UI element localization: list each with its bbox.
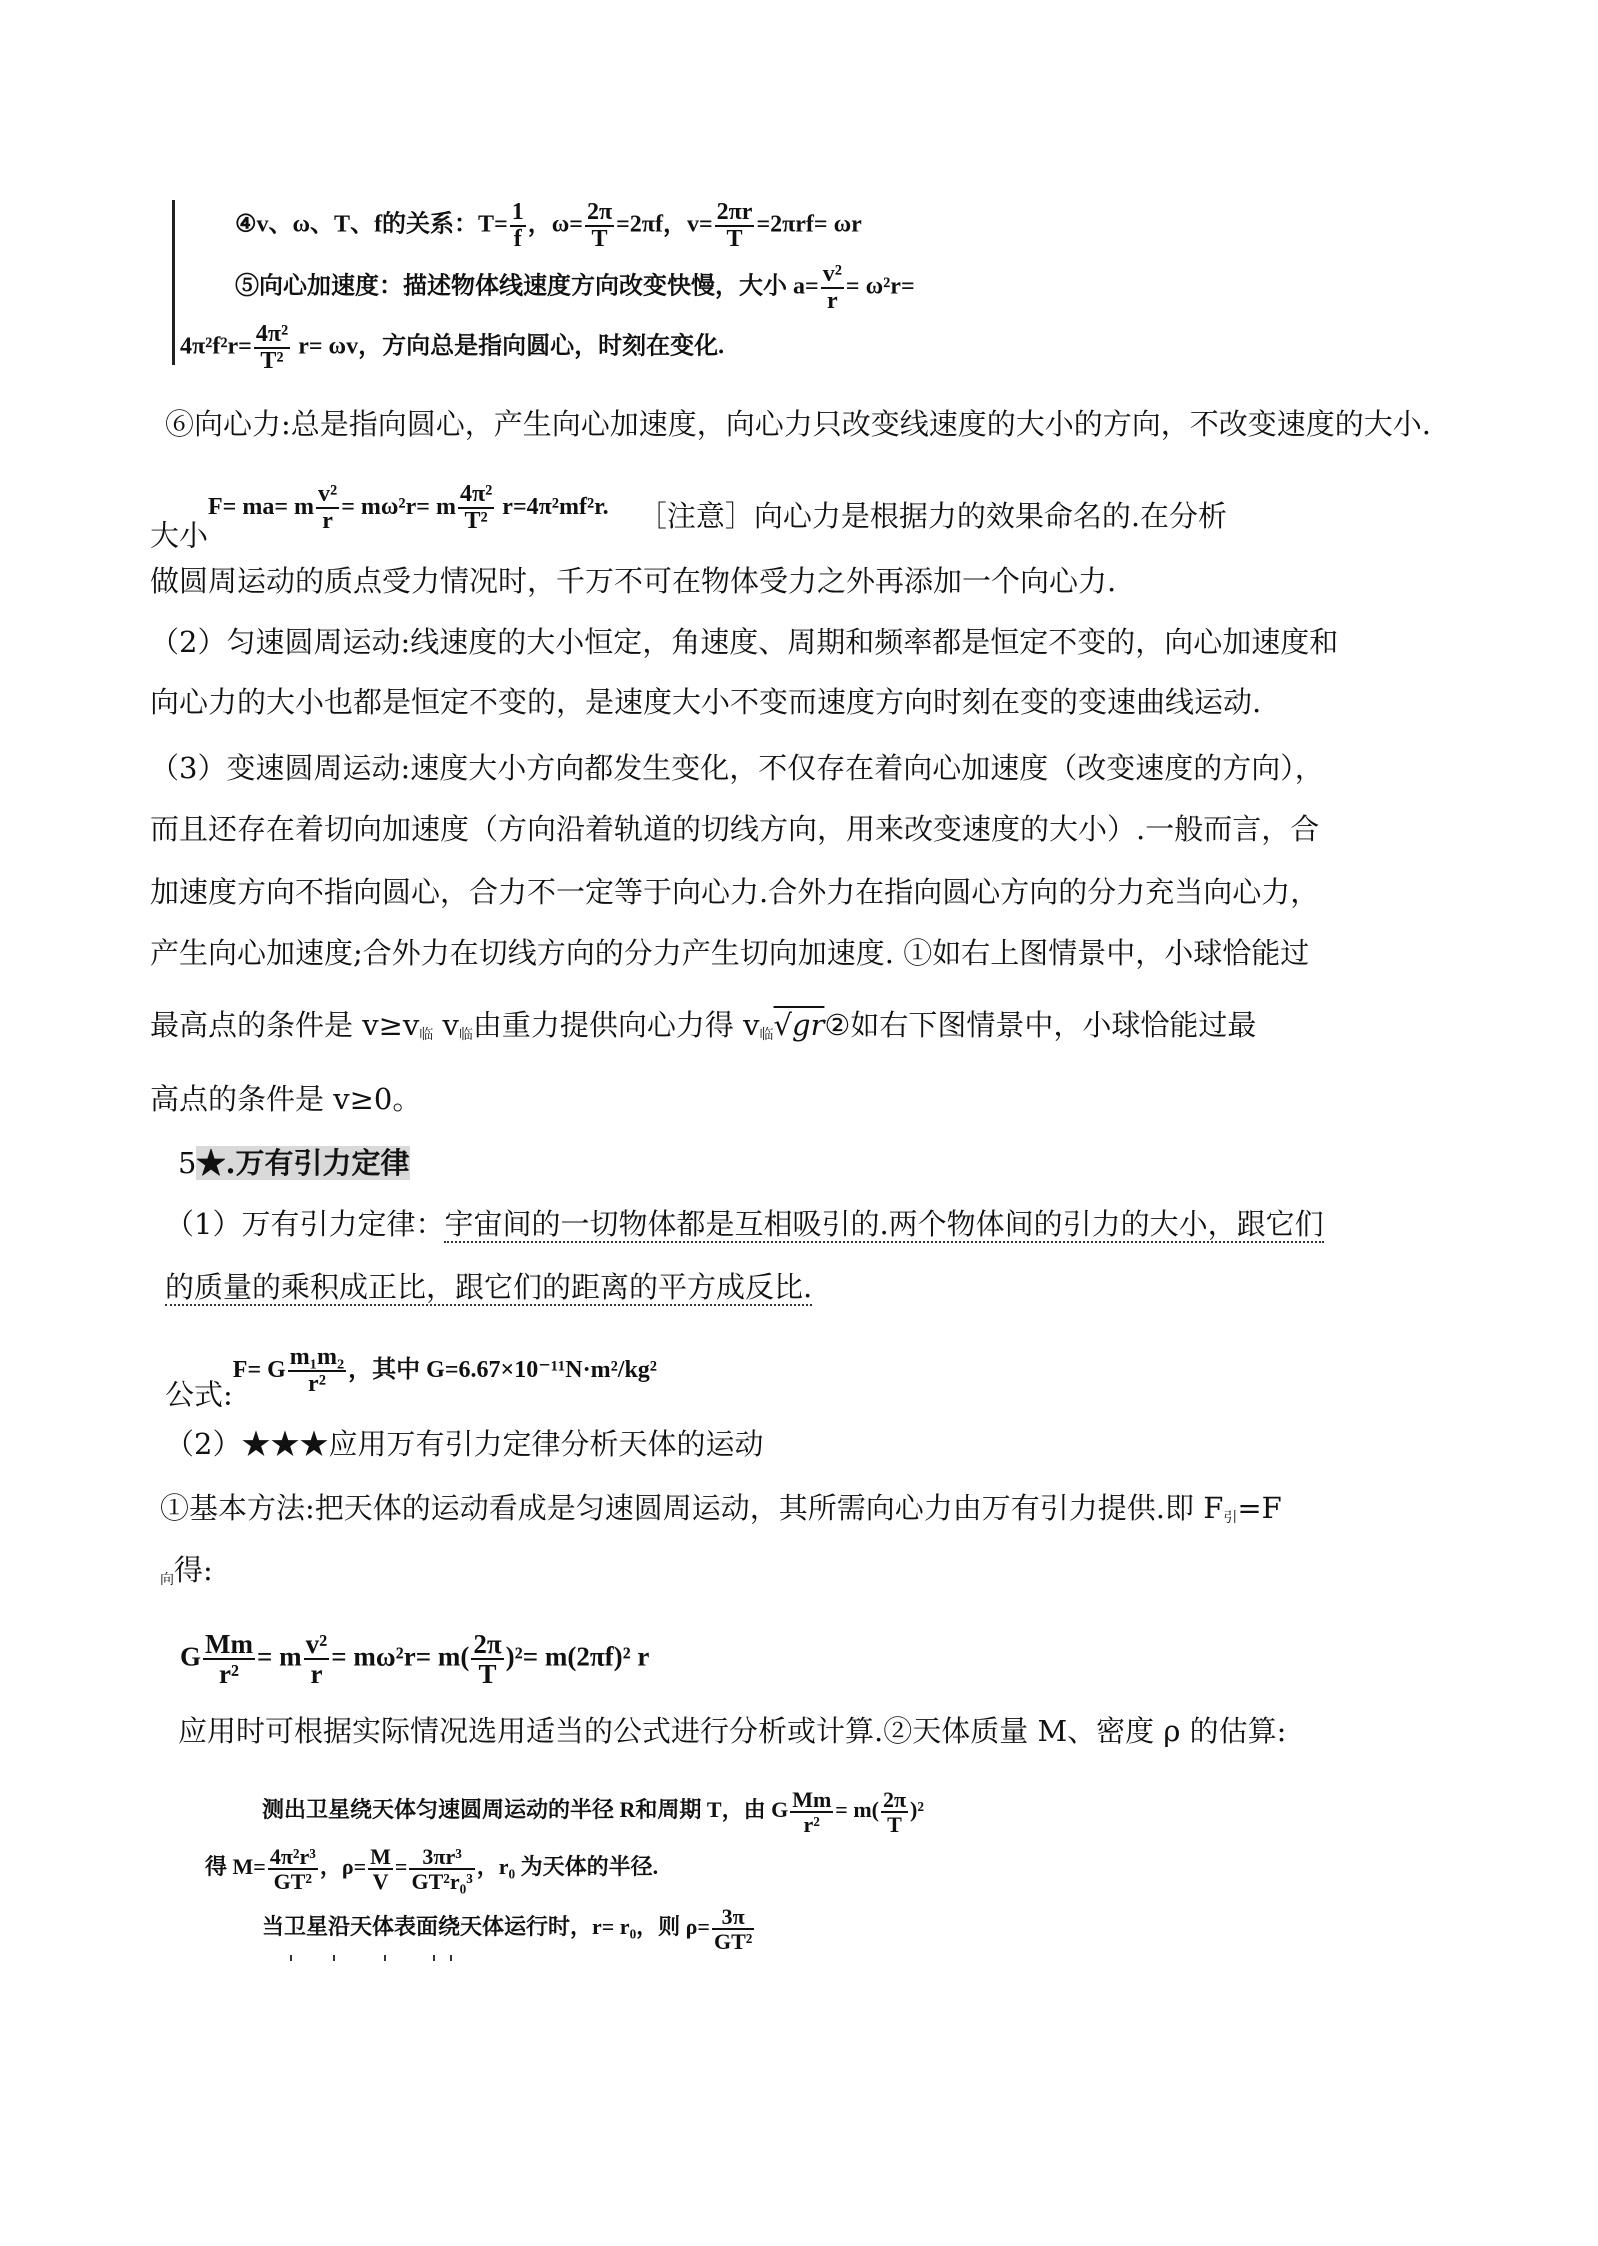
numerator: 4π²: [254, 322, 290, 349]
fraction: [790, 1788, 833, 1836]
text: 测出卫星绕天体匀速圆周运动的半径 R和周期 T，由 G: [262, 1797, 789, 1823]
subscript: 临: [458, 1027, 473, 1043]
fraction: [510, 200, 526, 252]
numerator: v²: [305, 1629, 328, 1659]
numerator: Mm: [792, 1787, 832, 1812]
text: = m(: [835, 1797, 879, 1823]
denominator: T: [887, 1812, 902, 1838]
numerator: Mm: [205, 1629, 253, 1659]
text: = mω²r= m(: [331, 1641, 470, 1672]
paragraph: 产生向心加速度;合外力在切线方向的分力产生切向加速度. ①如右上图情景中，小球恰能过: [150, 936, 1310, 970]
paragraph: 而且还存在着切向加速度（方向沿着轨道的切线方向，用来改变速度的大小）.一般而言，合: [150, 812, 1320, 846]
fraction: [881, 1788, 908, 1836]
denominator: r²: [308, 1371, 326, 1398]
text: =2πrf= ωr: [756, 211, 862, 238]
denominator: r²: [218, 1659, 240, 1690]
paragraph: [160, 1550, 213, 1600]
box-line-2: [205, 1845, 658, 1893]
text: （1）万有引力定律：: [165, 1207, 445, 1241]
fraction: [821, 262, 844, 314]
fraction: [712, 1905, 754, 1953]
text: 最高点的条件是 v≥v: [150, 1008, 420, 1042]
fraction: [585, 200, 614, 252]
denominator: T²: [464, 508, 488, 535]
subscript: 临: [419, 1027, 434, 1043]
text: ②如右下图情景中，小球恰能过最: [824, 1008, 1257, 1042]
denominator: r²: [803, 1812, 820, 1838]
fraction: [254, 322, 290, 374]
subscript: 引: [1223, 1510, 1238, 1526]
denominator: V: [372, 1869, 389, 1895]
numerator: v²: [316, 482, 339, 509]
fraction: [368, 1845, 393, 1893]
fraction: [304, 1630, 330, 1689]
text: =2πf，v=: [616, 211, 713, 238]
text: r= ωv，方向总是指向圆心，时刻在变化.: [292, 333, 725, 360]
paragraph: （2）匀速圆周运动:线速度的大小恒定，角速度、周期和频率都是恒定不变的，向心加速度和: [150, 625, 1339, 659]
fraction: [268, 1845, 318, 1893]
law-definition-cont: [165, 1267, 812, 1307]
numerator: m₁m₂: [288, 1345, 346, 1372]
paragraph: ⑥向心力:总是指向圆心，产生向心加速度，向心力只改变线速度的大小的方向，不改变速度的大小.: [165, 407, 1431, 441]
section-heading: [178, 1143, 410, 1183]
margin-bar: [172, 200, 175, 365]
paragraph: （2）★★★应用万有引力定律分析天体的运动: [165, 1427, 764, 1461]
text: v: [433, 1008, 459, 1042]
text: =: [394, 1854, 408, 1880]
text: 大小: [150, 518, 209, 553]
law-definition: [165, 1204, 1324, 1244]
numerator: 2π: [473, 1629, 502, 1659]
numerator: 2πr: [715, 200, 755, 227]
note-text: ［注意］向心力是根据力的效果命名的.在分析: [637, 498, 1228, 533]
paragraph: [160, 1488, 1282, 1538]
numerator: 1: [510, 200, 526, 227]
text: )²: [910, 1797, 924, 1823]
scan-artifact: [433, 1955, 435, 1961]
text: =F: [1237, 1491, 1282, 1525]
paragraph: 高点的条件是 v≥0。: [150, 1082, 422, 1116]
text: r=4π²mf²r.: [496, 493, 609, 520]
subscript: 向: [160, 1572, 174, 1588]
text: ，ω=: [527, 211, 583, 238]
denominator: T²: [260, 348, 284, 375]
paragraph: 加速度方向不指向圆心，合力不一定等于向心力.合外力在指向圆心方向的分力充当向心力，: [150, 875, 1320, 909]
paragraph: 向心力的大小也都是恒定不变的，是速度大小不变而速度方向时刻在变的变速曲线运动.: [150, 685, 1262, 719]
box-line-3: [262, 1905, 756, 1953]
fraction: [288, 1345, 346, 1397]
denominator: T: [726, 226, 743, 253]
text: 得 M=: [205, 1854, 266, 1880]
text: ，ρ=: [319, 1854, 367, 1880]
paragraph: （3）变速圆周运动:速度大小方向都发生变化，不仅存在着向心加速度（改变速度的方向），: [150, 751, 1324, 785]
subscript: 临: [759, 1027, 774, 1043]
text: 得:: [174, 1553, 213, 1587]
text: 公式:: [165, 1377, 233, 1412]
numerator: v²: [821, 262, 844, 289]
scan-artifact: [290, 1955, 292, 1961]
gravity-formula: [165, 1345, 657, 1415]
numerator: M: [370, 1844, 391, 1869]
text: 4π²f²r=: [180, 333, 252, 360]
denominator: r: [310, 1659, 323, 1690]
text: ⑤向心加速度：描述物体线速度方向改变快慢，大小 a=: [235, 273, 819, 300]
denominator: r: [322, 508, 333, 535]
numerator: 2π: [585, 200, 614, 227]
text: ①基本方法:把天体的运动看成是匀速圆周运动，其所需向心力由万有引力提供.即 F: [160, 1491, 1224, 1525]
text: ④v、ω、T、f的关系：T=: [235, 211, 508, 238]
text: )²= m(2πf)² r: [505, 1641, 650, 1672]
fraction: [471, 1630, 503, 1689]
fraction: [316, 482, 339, 534]
numerator: 4π²r³: [269, 1844, 316, 1869]
paragraph: 应用时可根据实际情况选用适当的公式进行分析或计算.②天体质量 M、密度 ρ 的估算:: [178, 1714, 1287, 1748]
text: ，其中 G=6.67×10⁻¹¹N·m²/kg²: [348, 1356, 657, 1383]
denominator: T: [591, 226, 608, 253]
underlined-text: 的质量的乘积成正比，跟它们的距离的平方成反比.: [165, 1270, 813, 1304]
denominator: f: [513, 226, 522, 253]
underlined-text: 宇宙间的一切物体都是互相吸引的.两个物体间的引力的大小，跟它们: [444, 1207, 1324, 1241]
fraction: [715, 200, 755, 252]
size-line: [150, 482, 1227, 556]
numerator: 4π²: [458, 482, 494, 509]
numerator: 2π: [882, 1787, 907, 1812]
scan-artifact: [333, 1955, 335, 1961]
section-number: 5: [178, 1146, 197, 1180]
numerator: 3πr³: [409, 1845, 474, 1870]
formula-line-acc-cont: [180, 322, 724, 374]
fraction: [458, 482, 494, 534]
text: = ω²r=: [845, 273, 915, 300]
formula-line-centripetal-acc: [235, 262, 915, 314]
paragraph: [150, 1005, 1256, 1055]
box-line-1: [262, 1788, 924, 1836]
denominator: GT²r₀³: [411, 1869, 473, 1895]
fraction: [409, 1845, 474, 1893]
gravity-equation: [180, 1630, 649, 1689]
text: G: [180, 1641, 202, 1672]
formula-line-relations: [235, 200, 862, 252]
text: 由重力提供向心力得 v: [472, 1008, 760, 1042]
numerator: 3π: [712, 1905, 754, 1930]
scan-artifact: [450, 1955, 452, 1961]
text: = m: [257, 1641, 302, 1672]
text: F= G: [232, 1356, 286, 1383]
denominator: GT²: [273, 1869, 313, 1895]
text: = mω²r= m: [341, 493, 456, 520]
section-title: ★.万有引力定律: [196, 1146, 410, 1180]
denominator: T: [478, 1659, 497, 1690]
paragraph: 做圆周运动的质点受力情况时，千万不可在物体受力之外再添加一个向心力.: [150, 564, 1117, 598]
text: F= ma= m: [208, 493, 315, 520]
denominator: GT²: [713, 1929, 753, 1955]
denominator: r: [826, 288, 838, 315]
fraction: [203, 1630, 255, 1689]
text: 当卫星沿天体表面绕天体运行时，r= r₀，则 ρ=: [262, 1914, 710, 1940]
sqrt-gr: √gr: [773, 1008, 825, 1042]
scan-artifact: [384, 1955, 386, 1961]
text: ，r₀ 为天体的半径.: [476, 1854, 659, 1880]
